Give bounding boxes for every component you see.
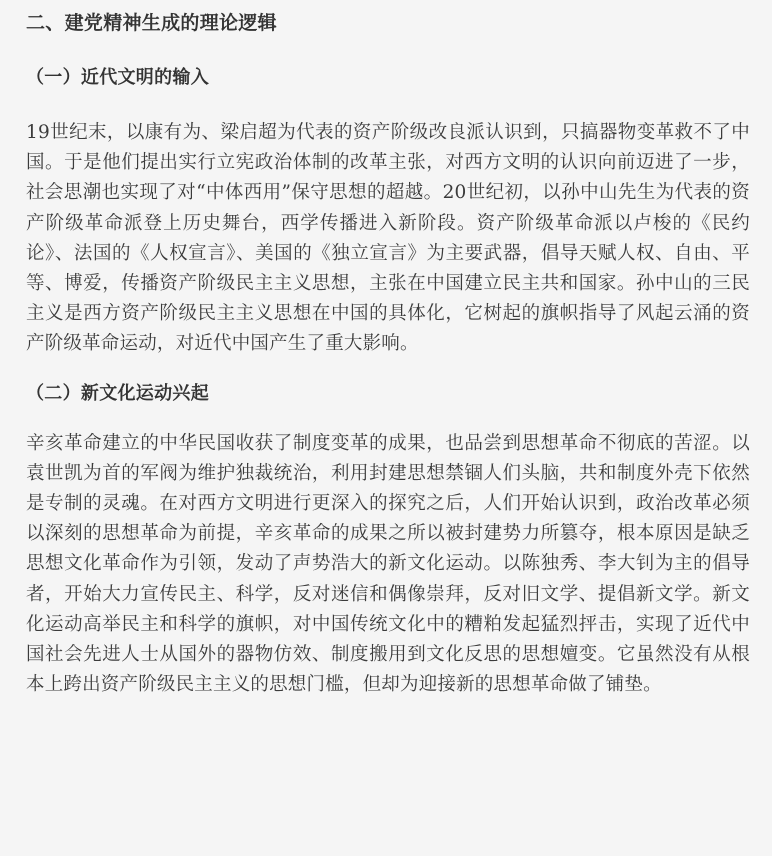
- section-heading: 二、建党精神生成的理论逻辑: [26, 12, 277, 34]
- paragraph-modern-civilization: 19世纪末，以康有为、梁启超为代表的资产阶级改良派认识到，只搞器物变革救不了中国。于是他们提出实行立宪政治体制的改革主张，对西方文明的认识向前迈进了一步，社会思潮也实现了对“中体西用”保守思想的超越。20世纪初，以孙中山先生为代表的资产阶级革命派登上历史舞台，西学传播进入新阶段。资产阶级革命派以卢梭的《民约论》、法国的《人权宣言》、美国的《独立宣言》为主要武器，倡导天赋人权、自由、平等、博爱，传播资产阶级民主主义思想，主张在中国建立民主共和国家。孙中山的三民主义是西方资产阶级民主主义思想在中国的具体化，它树起的旗帜指导了风起云涌的资产阶级革命运动，对近代中国产生了重大影响。: [26, 122, 750, 355]
- paragraph-new-culture-movement: 辛亥革命建立的中华民国收获了制度变革的成果，也品尝到思想革命不彻底的苦涩。以袁世凯为首的军阀为维护独裁统治，利用封建思想禁锢人们头脑，共和制度外壳下依然是专制的灵魂。在对西方文明进行更深入的探究之后，人们开始认识到，政治改革必须以深刻的思想革命为前提，辛亥革命的成果之所以被封建势力所篡夺，根本原因是缺乏思想文化革命作为引领，发动了声势浩大的新文化运动。以陈独秀、李大钊为主的倡导者，开始大力宣传民主、科学，反对迷信和偶像崇拜，反对旧文学、提倡新文学。新文化运动高举民主和科学的旗帜，对中国传统文化中的糟粕发起猛烈抨击，实现了近代中国社会先进人士从国外的器物仿效、制度搬用到文化反思的思想嬗变。它虽然没有从根本上跨出资产阶级民主主义的思想门槛，但却为迎接新的思想革命做了铺垫。: [26, 432, 750, 696]
- subsection-heading-modern-civilization: （一）近代文明的输入: [26, 67, 209, 88]
- subsection-heading-new-culture-movement: （二）新文化运动兴起: [26, 382, 209, 404]
